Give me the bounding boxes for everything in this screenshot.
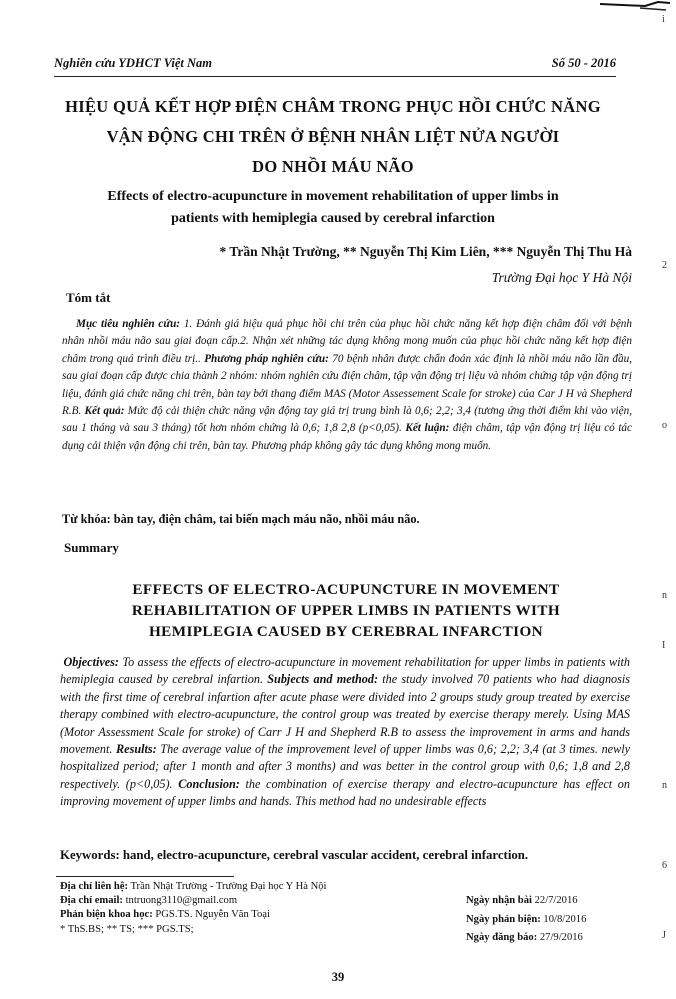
edge-mark: 2: [662, 260, 667, 271]
received-row: [466, 892, 586, 911]
subjects-method-text: the study involved 70 patients who had diagnosis with the first time of cerebral infartion after acute phase were divided into 2 groups study group treated by exercise therapy combined with electro-acupuncture, the control group was treated by exercise therapy merely. Using MAS (Motor Assessment Scale for stroke) of Carr J H and Shepherd R.B to assess the improvement in arms and hands movement.: [60, 672, 630, 757]
subjects-method-label: Subjects and method:: [263, 672, 379, 687]
contact-row: [60, 880, 326, 894]
objective-text: 1. Đánh giá hiệu quả phục hồi chi trên của phục hồi chức năng kết hợp điện châm đối với bệnh nhân nhồi máu não sau giai đoạn cấp.2. Nhận xét những tác dụng không mong muốn của phục hồi chức năng kết hợp điện châm trong quá trình điều trị..: [62, 318, 632, 365]
footnote-divider: [56, 876, 234, 877]
edge-mark: n: [662, 780, 667, 791]
edge-mark: 6: [662, 860, 667, 871]
title-en-caps-line: REHABILITATION OF UPPER LIMBS IN PATIENTS WITH: [131, 602, 561, 619]
author-list: * Trần Nhật Trường, ** Nguyễn Thị Kim Liên, *** Nguyễn Thị Thu Hà: [219, 244, 632, 259]
keywords-vi: Từ khóa: bàn tay, điện châm, tai biến mạch máu não, nhồi máu não.: [62, 512, 420, 526]
email-label: Địa chỉ email:: [60, 895, 123, 907]
reviewer-label: Phản biện khoa học:: [60, 909, 153, 921]
author-affiliation: Trường Đại học Y Hà Nội: [491, 270, 632, 285]
edge-mark: o: [662, 420, 667, 431]
conclusion-text: điện châm, tập vận động trị liệu có tác dụng cải thiện vận động chi trên, bàn tay. Phương pháp không gây tác dụng không mong muốn.: [62, 422, 632, 452]
edge-mark: J: [662, 930, 666, 941]
published-label: Ngày đăng báo:: [466, 932, 538, 943]
results-text: The average value of the improvement level of upper limbs was 0,6; 2,2; 3,4 (at 3 times. newly hospitalized period; after 1 month and after 3 months) and was better in the control group with 0,6; 1,8 and 2,8 respectively. (p<0,05).: [60, 742, 630, 791]
footnote-contact: [60, 880, 326, 937]
keywords-en: Keywords: hand, electro-acupuncture, cerebral vascular accident, cerebral infarction.: [60, 848, 529, 862]
results-label: Results:: [112, 742, 157, 757]
result-label: Kết quả:: [81, 405, 125, 418]
method-text: 70 bệnh nhân được chẩn đoán xác định là nhồi máu não lần đầu, sau giai đoạn cấp được chia thành 2 nhóm: nhóm nghiên cứu điện châm, tập vận động trị liệu và nhóm chứng tập vận động trị liệu, đánh giá chức năng chi trên, bàn tay bởi thang điểm MAS (Motor Assessement Scale for stroke) của Car J H và Shepherd R.B.: [62, 352, 632, 418]
contact-label: Địa chỉ liên hệ:: [60, 881, 128, 892]
abstract-en: [60, 654, 630, 811]
reviewer-value: PGS.TS. Nguyễn Văn Toại: [152, 909, 270, 921]
received-label: Ngày nhận bài: [466, 895, 532, 906]
objective-label: Mục tiêu nghiên cứu:: [76, 318, 181, 330]
title-en-caps-line: HEMIPLEGIA CAUSED BY CEREBRAL INFARCTION: [148, 623, 544, 640]
page-number: 39: [331, 970, 345, 984]
running-header: [54, 56, 616, 76]
article-title-vi: [40, 92, 626, 182]
title-en-line: patients with hemiplegia caused by cerebral infarction: [171, 211, 495, 226]
scan-edge-marks: [658, 0, 676, 999]
article-title-en: [40, 186, 626, 230]
conclusion-label: Kết luận:: [401, 422, 450, 435]
email-row: [60, 894, 326, 908]
published-date: 27/9/2016: [537, 932, 583, 943]
issue-number: Số 50 - 2016: [551, 56, 616, 70]
review-date: 10/8/2016: [540, 913, 587, 925]
summary-heading: Summary: [64, 540, 119, 555]
received-date: 22/7/2016: [531, 895, 578, 906]
abstract-vi-heading: Tóm tắt: [66, 290, 111, 305]
objectives-label: Objectives:: [63, 655, 119, 669]
contact-value: Trần Nhật Trường - Trường Đại học Y Hà Nội: [127, 881, 327, 892]
objectives-text: To assess the effects of electro-acupuncture in movement rehabilitation for upper limbs in patients with hemiplegia caused by cerebral infartion.: [60, 655, 631, 687]
edge-mark: I: [662, 640, 666, 651]
edge-mark: i: [662, 14, 665, 25]
title-vi-line: VẬN ĐỘNG CHI TRÊN Ở BỆNH NHÂN LIỆT NỬA NGƯỜI: [106, 127, 560, 146]
header-rule: [54, 76, 616, 77]
abstract-vi-body: [62, 316, 632, 455]
title-vi-line: DO NHỒI MÁU NÃO: [252, 157, 414, 176]
published-row: [466, 929, 586, 948]
reviewer-row: [60, 908, 326, 922]
edge-mark: n: [662, 590, 667, 601]
review-label: Ngày phản biện:: [466, 913, 541, 925]
title-vi-line: HIỆU QUẢ KẾT HỢP ĐIỆN CHÂM TRONG PHỤC HỒI CHỨC NĂNG: [65, 97, 601, 116]
title-en-caps-line: EFFECTS OF ELECTRO-ACUPUNCTURE IN MOVEMENT: [132, 581, 560, 598]
article-title-en-caps: [60, 579, 632, 642]
journal-name: Nghiên cứu YDHCT Việt Nam: [54, 56, 212, 70]
result-text: Mức độ cải thiện chức năng vận động tay giá trị trung bình là 0,6; 2,2; 3,4 (tương ứng thời điểm khi vào viện, sau 1 tháng và sau 3 tháng) tốt hơn nhóm chứng là 0,6; 1,8 2,8 (p<0,05).: [62, 405, 633, 435]
footnote-dates: [466, 892, 586, 948]
method-label: Phương pháp nghiên cứu:: [200, 352, 329, 365]
title-en-line: Effects of electro-acupuncture in movement rehabilitation of upper limbs in: [107, 189, 559, 204]
degrees-row: * ThS.BS; ** TS; *** PGS.TS;: [60, 923, 194, 935]
abstract-vi: [62, 316, 632, 455]
email-value: tntruong3110@gmail.com: [122, 895, 238, 907]
conclusion-en-text: the combination of exercise therapy and electro-acupuncture has effect on improving movement of upper limbs and hands. This method had no undesirable effects: [60, 776, 630, 809]
conclusion-en-label: Conclusion:: [172, 776, 240, 791]
review-row: [466, 911, 586, 930]
